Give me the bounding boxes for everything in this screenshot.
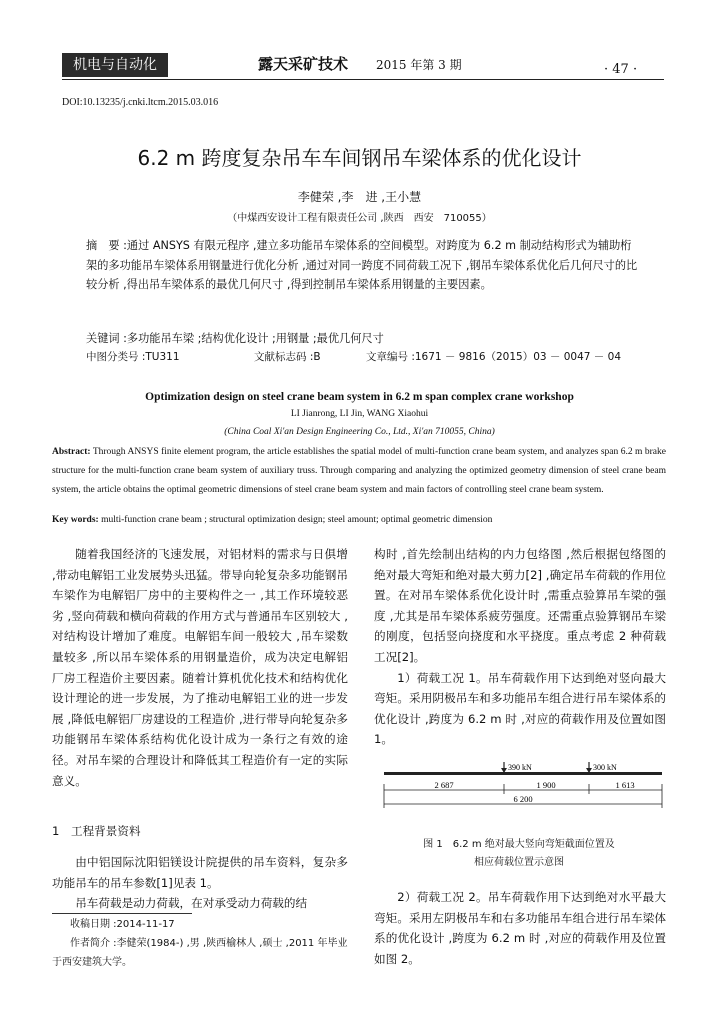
load-label-left: 390 kN [508,763,532,772]
english-abstract-text: Through ANSYS finite element program, the article establishes the spatial model of multi-function crane beam system, and analyzes span 6.2 m brake structure for the multi-function crane beam system of auxiliary truss. Through comparing and analyzing the optimized geometry dimension of steel crane beam system, the article obtains the optimal geometric dimensions of steel crane beam system and main factors of controlling steel crane beam system. [52,447,666,495]
beam [384,772,662,775]
english-keywords [52,515,666,525]
dim-label: 2 687 [434,780,454,790]
body-paragraph: 吊车荷载是动力荷载，在对承受动力荷载的结 [75,896,308,911]
body-paragraph: 由中铝国际沈阳铝镁设计院提供的吊车资料，复杂多功能吊车的吊车参数[1]见表 1。 [52,855,348,890]
english-affiliation: (China Coal Xi'an Design Engineering Co., Ltd., Xi'an 710055, China) [224,427,495,437]
keywords-cn [86,329,640,349]
keywords-cn-label: 关键词 : [86,332,127,345]
english-keywords-label: Key words: [52,515,99,525]
abstract-cn-text: 通过 ANSYS 有限元程序 ,建立多功能吊车梁体系的空间模型。对跨度为 6.2 m 制动结构形式为辅助桁架的多功能吊车梁体系用钢量进行优化分析 ,通过对同一跨度不同荷载工况下 ,钢吊车梁体系优化后几何尺寸的比较分析 ,得出吊车梁体系的最优几何尺寸 ,得到控制吊车梁体系用钢量的主要因素。 [86,239,638,291]
english-abstract [52,443,666,500]
figure-1 [374,762,672,844]
dim-label-total: 6 200 [513,794,533,804]
section-heading: 1 工程背景资料 [52,824,141,838]
dim-label: 1 613 [615,780,635,790]
paper-title: 6.2 m 跨度复杂吊车车间钢吊车梁体系的优化设计 [137,146,582,170]
abstract-cn [86,236,640,295]
caption-line: 相应荷载位置示意图 [474,857,564,868]
left-column-lower [52,852,348,914]
issue-label: 2015 年第 3 期 [376,58,462,72]
footnote-rule [52,913,192,914]
english-title: Optimization design on steel crane beam system in 6.2 m span complex crane workshop [145,391,574,403]
dim-label: 1 900 [536,780,556,790]
journal-name: 露天采矿技术 [258,55,349,73]
body-paragraph: 2）荷载工况 2。吊车荷载作用下达到绝对水平最大弯矩。采用左阴极吊车和右多功能吊车组合进行吊车梁体系的优化设计 ,跨度为 6.2 m 时 ,对应的荷载作用及位置如图 2。 [374,890,666,966]
author-intro: 作者简介 :李健荣(1984-) ,男 ,陕西榆林人 ,硕士 ,2011 年毕业于西安建筑大学。 [52,938,348,968]
authors: 李健荣 ,李 进 ,王小慧 [297,190,422,204]
page-number: · 47 · [604,62,638,77]
received-date: 收稿日期 :2014-11-17 [70,919,175,930]
right-column [374,544,666,750]
clc-code: 中图分类号 :TU311 [86,351,180,363]
figure-1-caption [374,836,664,872]
doc-code: 文献标志码 :B [254,351,321,363]
english-keywords-text: multi-function crane beam ; structural optimization design; steel amount; optimal geometric dimension [101,515,493,525]
caption-line: 图 1 6.2 m 绝对最大竖向弯矩截面位置及 [423,839,615,850]
load-label-right: 300 kN [593,763,617,772]
header-rule [62,79,664,80]
affiliation: （中煤西安设计工程有限责任公司 ,陕西 西安 710055） [227,213,492,224]
right-column-lower [374,887,666,969]
body-paragraph: 构时 ,首先绘制出结构的内力包络图 ,然后根据包络图的绝对最大弯矩和绝对最大剪力[2] ,确定吊车荷载的作用位置。在对吊车梁体系优化设计时 ,需重点验算吊车梁的强度 ,尤其是吊车梁体系疲劳强度。还需重点验算钢吊车梁的刚度，包括竖向挠度和水平挠度。重点考虑 2 种荷载工况[2]。 [374,547,666,664]
left-column [52,544,348,791]
doi: DOI:10.13235/j.cnki.ltcm.2015.03.016 [62,97,219,108]
body-paragraph: 随着我国经济的飞速发展，对铝材料的需求与日俱增 ,带动电解铝工业发展势头迅猛。带导向轮复杂多功能钢吊车梁作为电解铝厂房中的主要构件之一 ,其工作环境较恶劣 ,竖向荷载和横向荷载的作用方式与普通吊车区别较大 ,对结构设计增加了难度。电解铝车间一般较大 ,吊车梁数量较多 ,所以吊车梁体系的用钢量造价，成为决定电解铝厂房工程造价主要因素。随着计算机优化技术和结构优化设计理论的进一步发展，为了推动电解铝工业的进一步发展 ,降低电解铝厂房建设的工程造价 ,进行带导向轮复杂多功能钢吊车梁体系结构优化设计成为一条行之有效的途径。对吊车梁的合理设计和降低其工程造价有一定的实际意义。 [52,547,348,788]
classification-row [86,349,640,365]
column-tag: 机电与自动化 [62,53,168,77]
english-abstract-label: Abstract: [52,447,91,457]
body-paragraph: 1）荷载工况 1。吊车荷载作用下达到绝对竖向最大弯矩。采用阴极吊车和多功能吊车组合进行吊车梁体系的优化设计 ,跨度为 6.2 m 时 ,对应的荷载作用及位置如图 1。 [374,670,666,747]
abstract-cn-label: 摘 要 : [86,239,127,252]
article-number: 文章编号 :1671 － 9816（2015）03 － 0047 － 04 [366,351,622,363]
keywords-cn-text: 多功能吊车梁 ;结构优化设计 ;用钢量 ;最优几何尺寸 [126,332,384,345]
english-authors: LI Jianrong, LI Jin, WANG Xiaohui [290,409,429,419]
